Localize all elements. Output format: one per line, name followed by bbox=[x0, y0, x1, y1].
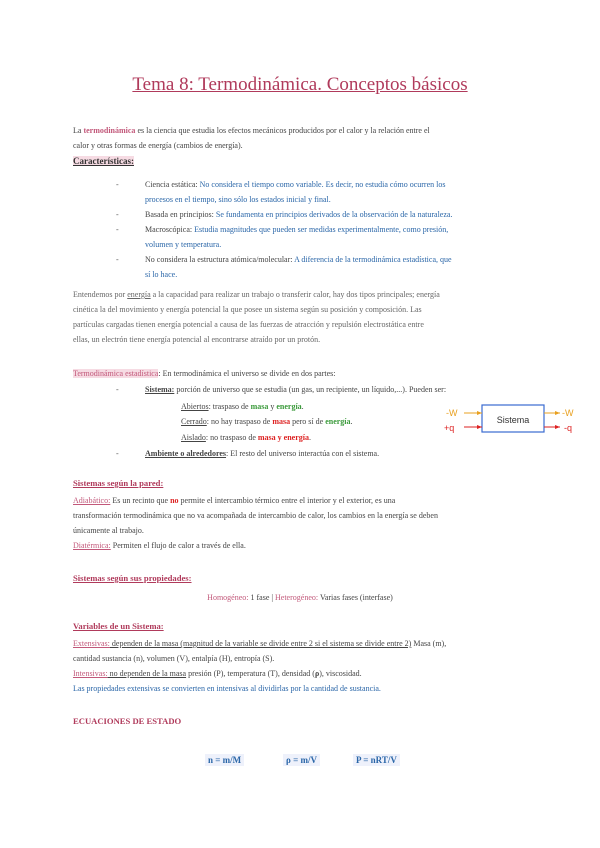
pared-heading: Sistemas según la pared: bbox=[73, 478, 164, 488]
right-work-label: -W bbox=[562, 408, 574, 418]
heat-in-arrowhead bbox=[477, 425, 482, 429]
heat-out-arrowhead bbox=[555, 425, 560, 429]
aislado-line: Aislado: no traspaso de masa y energía. bbox=[181, 433, 311, 442]
propiedades-heading: Sistemas según sus propiedades: bbox=[73, 573, 192, 583]
work-out-arrowhead bbox=[555, 411, 560, 415]
right-heat-label: -q bbox=[564, 423, 573, 433]
estadistica-heading: Termodinámica estadística bbox=[73, 369, 159, 378]
work-in-arrowhead bbox=[477, 411, 482, 415]
cerrado-line: Cerrado: no hay traspaso de masa pero sí de energía. bbox=[181, 417, 353, 426]
abiertos-line: Abiertos: traspaso de masa y energía. bbox=[181, 402, 304, 411]
system-box-label: Sistema bbox=[496, 415, 530, 425]
ambiente-label: Ambiente o alrededores bbox=[145, 449, 227, 458]
list-item: - Macroscópica: Estudia magnitudes que pueden ser medidas experimentalmente, como presión, volumen y temperatura. bbox=[116, 225, 449, 249]
ambiente-item: - Ambiente o alrededores: El resto del universo interactúa con el sistema. bbox=[116, 449, 380, 458]
caracteristicas-heading: Características: bbox=[73, 156, 134, 166]
page-title: Tema 8: Termodinámica. Conceptos básicos bbox=[132, 74, 468, 95]
caracteristicas-list bbox=[116, 177, 534, 282]
equation-n: n = m/M bbox=[205, 750, 244, 768]
variables-paragraph: Extensivas: dependen de la masa (magnitud de la variable se divide entre 2 si el sistema se divide entre 2) Masa (m), cantidad sustancia (n), volumen (V), entalpía (H), entropía (S). Intensivas: no dependen de la masa presión (P), temperatura (T), densidad (ρ), viscosidad. Las propiedades extensivas se convierten en intensivas al dividirlas por la cantidad de sustancia. bbox=[73, 639, 447, 693]
sistema-item: - Sistema: porción de universo que se estudia (un gas, un recipiente, un líquido,...). Pueden ser: bbox=[116, 385, 447, 394]
estadistica-intro: Termodinámica estadística: En termodinámica el universo se divide en dos partes: bbox=[73, 369, 336, 378]
sistema-label: Sistema: bbox=[145, 385, 175, 394]
list-item: - Ciencia estática: No considera el tiempo como variable. Es decir, no estudia cómo ocurren los procesos en el tiempo, sino sólo los estados inicial y final. bbox=[116, 180, 446, 204]
variables-heading: Variables de un Sistema: bbox=[73, 621, 164, 631]
ecuaciones-heading: ECUACIONES DE ESTADO bbox=[73, 716, 182, 726]
list-item: - No considera la estructura atómica/molecular: A diferencia de la termodinámica estadística, que sí lo hace. bbox=[116, 255, 452, 279]
system-diagram bbox=[440, 400, 580, 440]
pared-paragraph: Adiabático: Es un recinto que no permite el intercambio térmico entre el interior y el exterior, es una transformación termodinámica que no va acompañada de intercambio de calor, los cambios en la energía se deben únicamente al trabajo. Diatérmica: Permiten el flujo de calor a través de ella. bbox=[73, 496, 438, 550]
propiedades-line: Homogéneo: 1 fase | Heterogéneo: Varias fases (interfase) bbox=[207, 593, 393, 602]
equation-p: P = nRT/V bbox=[353, 750, 400, 768]
equation-rho: ρ = m/V bbox=[283, 750, 320, 768]
termodinamica-term: termodinámica bbox=[83, 126, 136, 135]
energia-paragraph: Entendemos por energía a la capacidad para realizar un trabajo o transferir calor, hay dos tipos principales; energía cinética la del movimiento y energía potencial la que posee un sistema según su posición y composición. Las partículas cargadas tienen energía potencial a causa de las fuerzas de atracción y repulsión electrostática entre ellas, un electrón tiene energía potencial al encontrarse atraído por un protón. bbox=[73, 290, 440, 344]
left-work-label: -W bbox=[446, 408, 458, 418]
left-heat-label: +q bbox=[444, 423, 455, 433]
intro-paragraph: La termodinámica es la ciencia que estudia los efectos mecánicos producidos por el calor y la relación entre el calor y otras formas de energía (cambios de energía). bbox=[73, 126, 430, 150]
list-item: - Basada en principios: Se fundamenta en principios derivados de la observación de la naturaleza. bbox=[116, 210, 453, 219]
energia-word: energía bbox=[127, 290, 151, 299]
